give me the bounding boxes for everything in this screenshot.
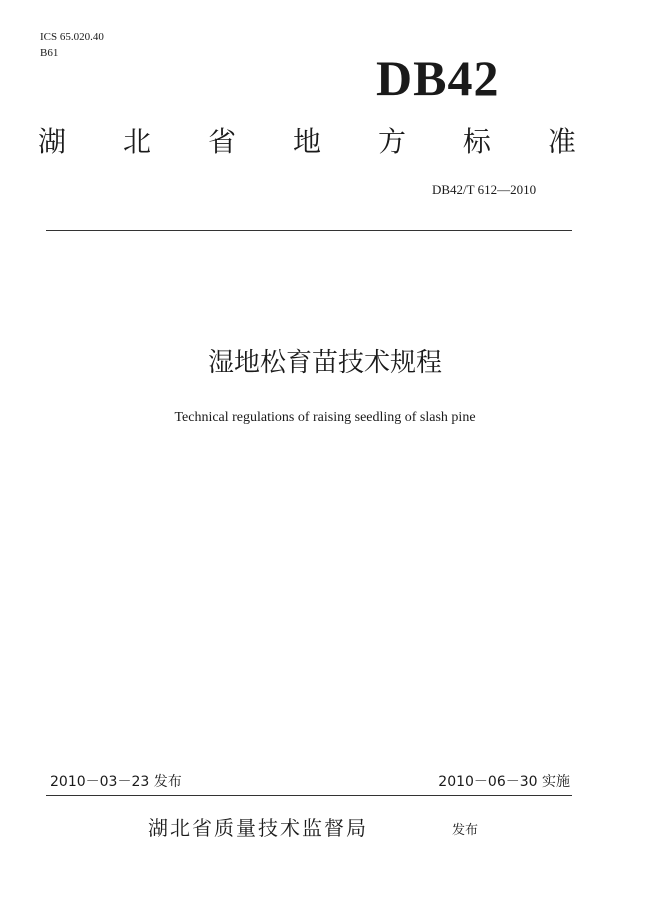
title-char: 北 (122, 125, 151, 158)
header-divider (46, 230, 572, 231)
title-char: 湖 (38, 125, 67, 158)
ccs-code: B61 (40, 47, 59, 59)
title-char: 省 (207, 125, 236, 158)
document-title-chinese: 湿地松育苗技术规程 (207, 348, 442, 378)
title-char: 标 (462, 125, 491, 158)
document-title-english: Technical regulations of raising seedling of slash pine (174, 410, 476, 425)
title-char: 方 (377, 125, 406, 158)
title-char: 地 (292, 125, 321, 158)
standard-logo: DB42 (376, 50, 500, 106)
standard-category-title (38, 120, 576, 164)
standard-number: DB42/T 612—2010 (432, 182, 537, 197)
issuing-authority: 湖北省质量技术监督局 (148, 816, 368, 840)
footer-divider (46, 795, 572, 796)
title-char: 准 (547, 125, 576, 158)
issue-date: 2010－03－23 发布 (50, 774, 182, 790)
ics-code: ICS 65.020.40 (40, 31, 104, 43)
implementation-date: 2010－06－30 实施 (438, 774, 570, 790)
issuing-label: 发布 (452, 823, 479, 838)
